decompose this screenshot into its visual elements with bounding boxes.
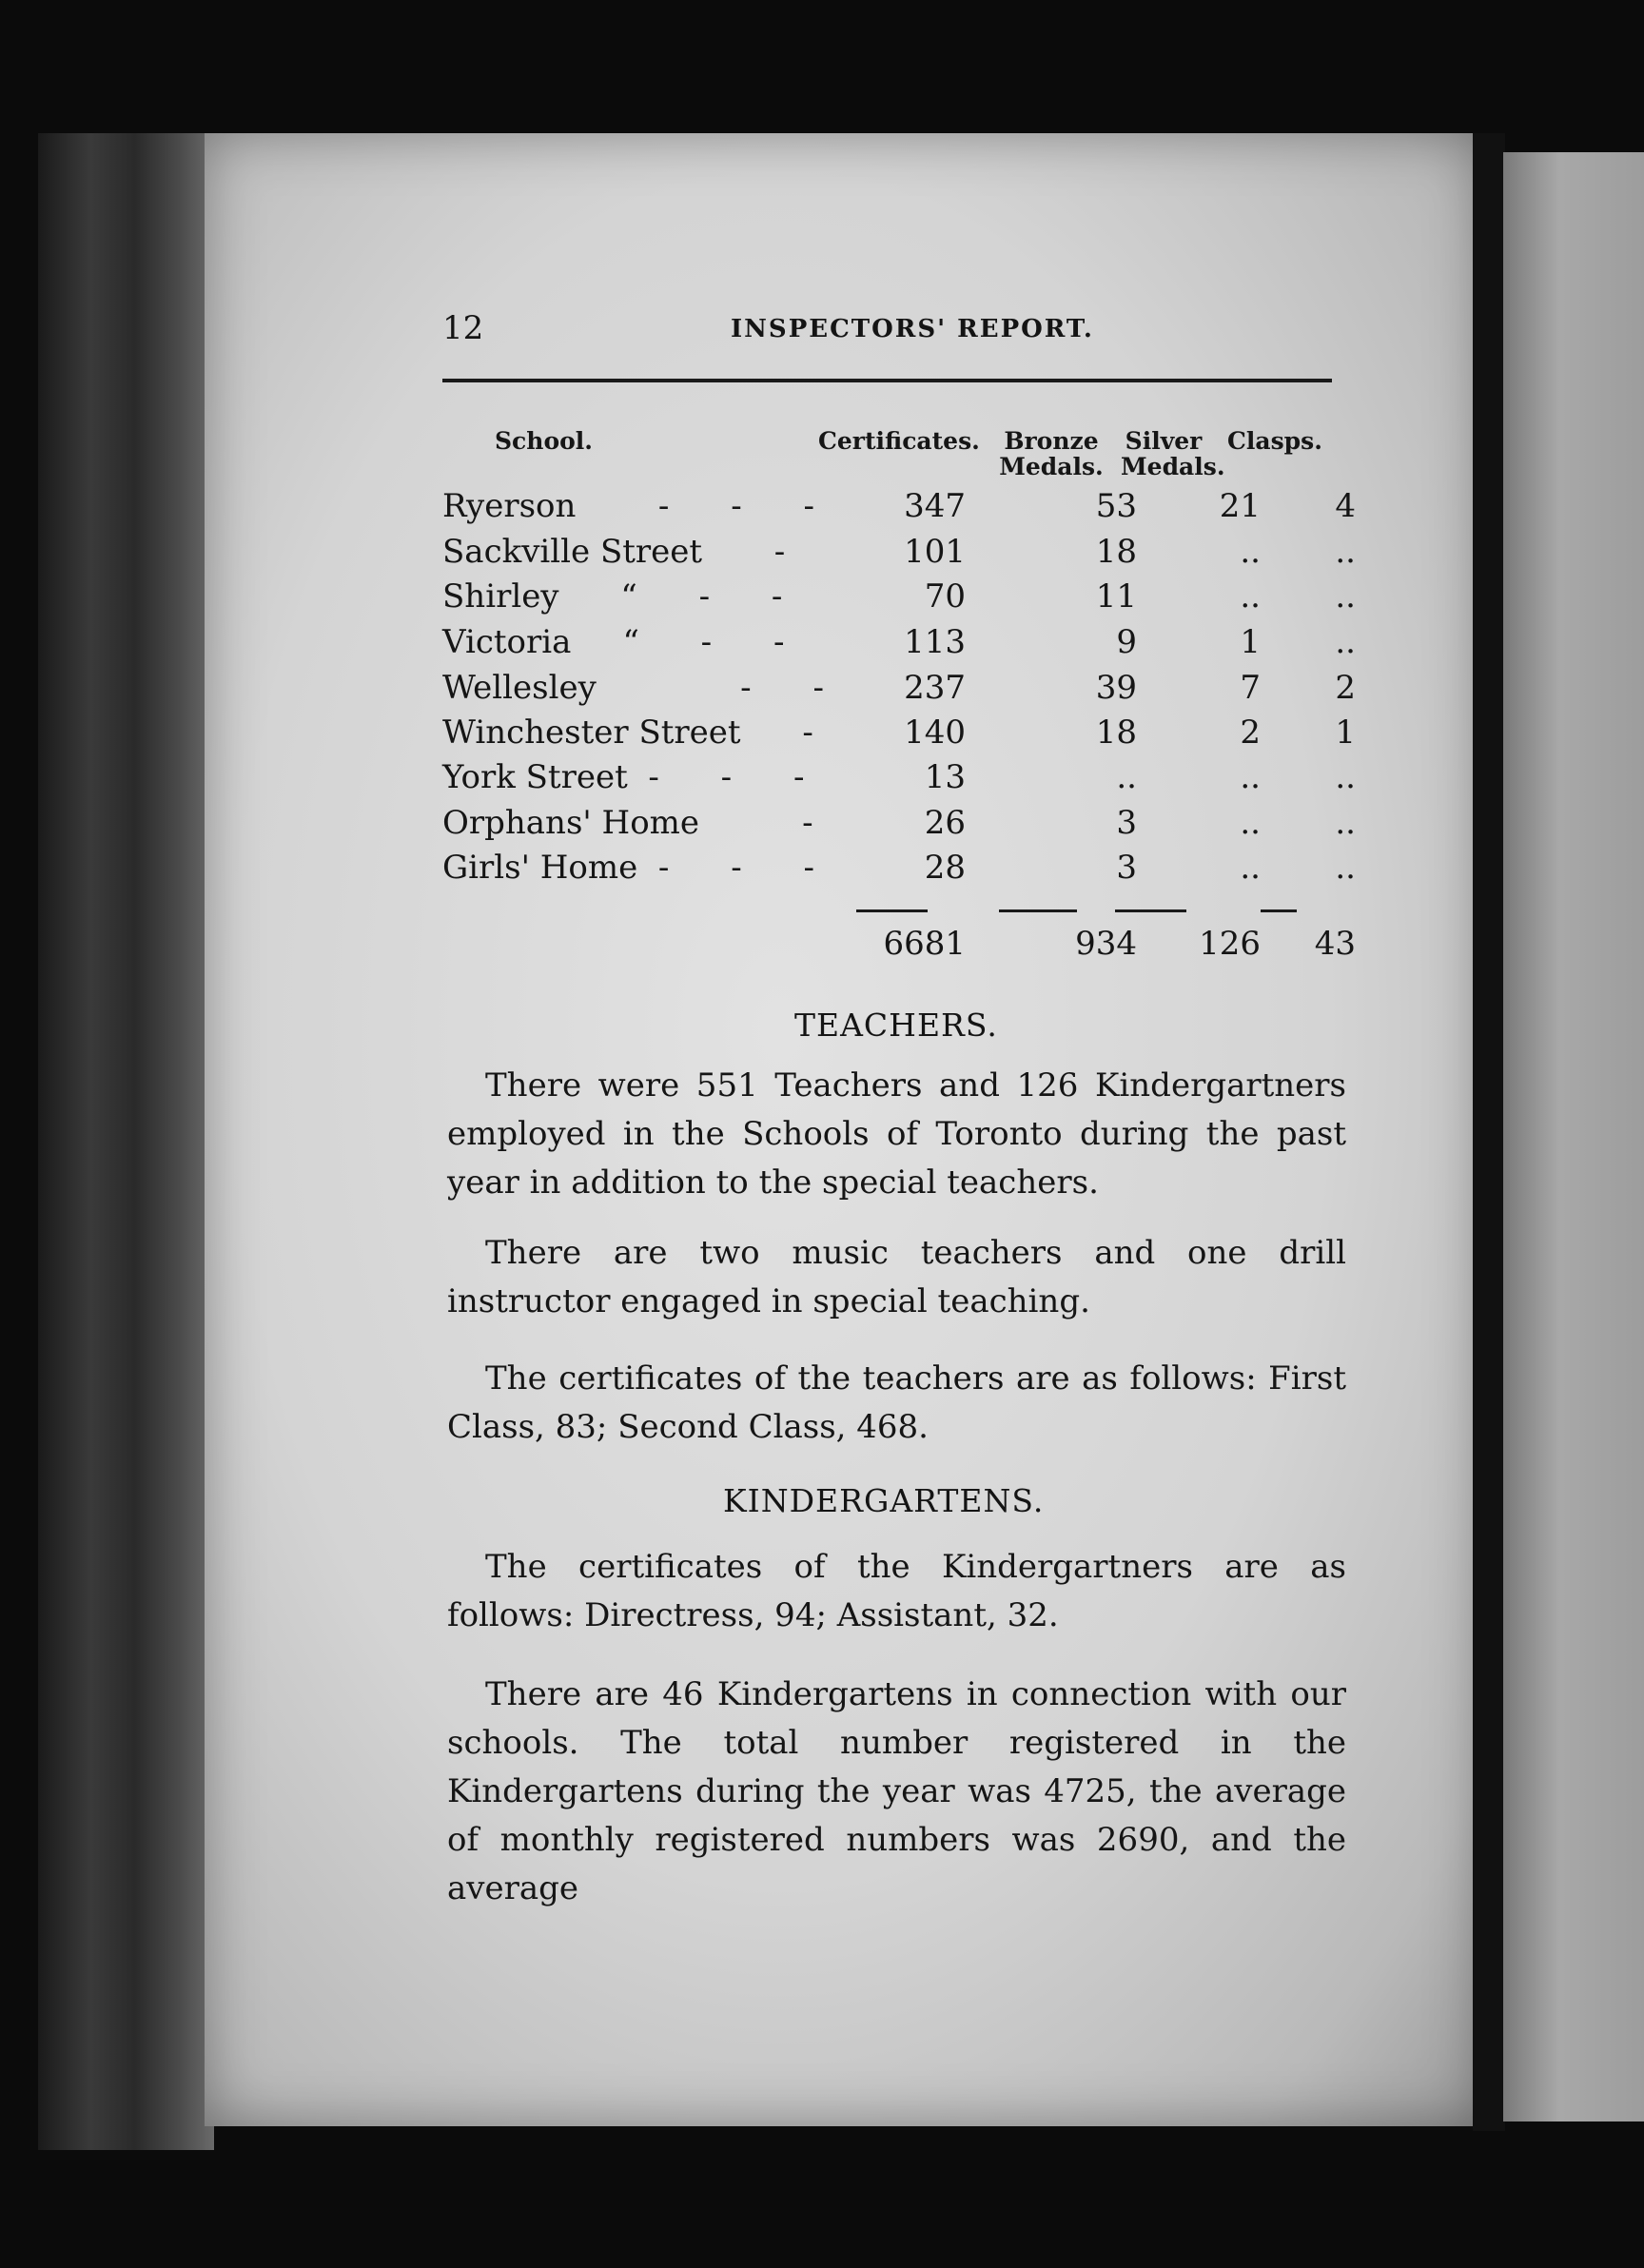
certificates-value: 28 (924, 849, 966, 887)
column-header-bronze-medals (989, 428, 1113, 479)
table-row (442, 533, 1356, 575)
clasps-value: .. (1335, 849, 1356, 887)
teachers-paragraph-3: The certificates of the teachers are as follows: First Class, 83; Second Class, 468. (447, 1359, 1346, 1446)
clasps-value: 1 (1335, 714, 1356, 752)
certificates-value: 70 (924, 577, 966, 616)
column-header-clasps: Clasps. (1227, 427, 1322, 455)
bronze-value: 39 (1095, 669, 1137, 707)
table-row (442, 714, 1356, 755)
kindergartens-paragraph-2: There are 46 Kindergartens in connection with our schools. The total number registered in the Kindergartens during the year was 4725, the average of monthly registered numbers was 2690, and the average (447, 1675, 1346, 1907)
sum-rule-silver (1115, 909, 1186, 912)
certificates-value: 347 (904, 487, 966, 525)
column-header-certificates: Certificates. (818, 427, 980, 455)
clasps-value: .. (1335, 623, 1356, 661)
certificates-value: 13 (924, 758, 966, 796)
clasps-total: 43 (1314, 925, 1356, 963)
table-row (442, 669, 1356, 711)
column-header-bronze-line2: Medals. (999, 453, 1104, 480)
clasps-value: .. (1335, 533, 1356, 571)
teachers-paragraph-2: There are two music teachers and one drill instructor engaged in special teaching. (447, 1234, 1346, 1320)
table-row (442, 758, 1356, 800)
sum-rule-clasps (1261, 909, 1297, 912)
silver-value: .. (1240, 804, 1261, 842)
sum-rule-certificates (856, 909, 928, 912)
certificates-value: 113 (904, 623, 966, 661)
table-row (442, 623, 1356, 665)
column-header-school: School. (495, 427, 594, 455)
school-name: Winchester Street - (442, 714, 813, 752)
teachers-heading: TEACHERS. (794, 1007, 998, 1044)
book-page-edges (38, 133, 214, 2150)
school-name: Orphans' Home - (442, 804, 813, 842)
bronze-value: 11 (1095, 577, 1137, 616)
silver-value: .. (1240, 758, 1261, 796)
bronze-value: .. (1116, 758, 1137, 796)
page-number: 12 (442, 309, 484, 347)
certificates-total: 6681 (883, 925, 966, 963)
table-row (442, 849, 1356, 890)
sum-rule-bronze (999, 909, 1077, 912)
column-header-silver-medals (1121, 427, 1225, 480)
silver-value: 1 (1240, 623, 1261, 661)
book-gutter (1473, 133, 1505, 2131)
running-title: INSPECTORS' REPORT. (731, 315, 1094, 343)
bronze-value: 18 (1095, 714, 1137, 752)
school-name: Girls' Home - - - (442, 849, 815, 887)
certificates-value: 26 (924, 804, 966, 842)
certificates-value: 101 (904, 533, 966, 571)
silver-total: 126 (1199, 925, 1261, 963)
bronze-value: 18 (1095, 533, 1137, 571)
column-header-silver-line2: Medals. (1121, 453, 1225, 480)
table-row (442, 577, 1356, 619)
silver-value: .. (1240, 849, 1261, 887)
silver-value: .. (1240, 577, 1261, 616)
clasps-value: 2 (1335, 669, 1356, 707)
silver-value: 21 (1219, 487, 1261, 525)
kindergartens-heading: KINDERGARTENS. (723, 1482, 1045, 1519)
bronze-value: 3 (1116, 849, 1137, 887)
school-name: Wellesley - - (442, 669, 824, 707)
table-row (442, 487, 1356, 529)
school-name: Shirley “ - - (442, 577, 783, 616)
certificates-value: 237 (904, 669, 966, 707)
school-name: Sackville Street - (442, 533, 786, 571)
silver-value: 2 (1240, 714, 1261, 752)
school-name: Ryerson - - - (442, 487, 815, 525)
teachers-paragraph-1: There were 551 Teachers and 126 Kindergartners employed in the Schools of Toronto during the past year in addition to the special teachers. (447, 1066, 1346, 1202)
totals-row (442, 925, 1356, 967)
bronze-value: 9 (1116, 623, 1137, 661)
silver-value: 7 (1240, 669, 1261, 707)
silver-value: .. (1240, 533, 1261, 571)
kindergartens-paragraph-1: The certificates of the Kindergartners are as follows: Directress, 94; Assistant, 32. (447, 1548, 1346, 1634)
clasps-value: .. (1335, 577, 1356, 616)
table-row (442, 804, 1356, 846)
column-header-bronze-line1: Bronze (1004, 427, 1099, 455)
bronze-value: 53 (1095, 487, 1137, 525)
school-name: Victoria “ - - (442, 623, 785, 661)
page-header (442, 309, 1332, 357)
facing-page-edge (1503, 152, 1644, 2121)
clasps-value: 4 (1335, 487, 1356, 525)
certificates-value: 140 (904, 714, 966, 752)
bronze-value: 3 (1116, 804, 1137, 842)
column-header-silver-line1: Silver (1125, 427, 1203, 455)
bronze-total: 934 (1075, 925, 1137, 963)
header-rule (442, 379, 1332, 382)
clasps-value: .. (1335, 804, 1356, 842)
school-name: York Street - - - (442, 758, 805, 796)
clasps-value: .. (1335, 758, 1356, 796)
